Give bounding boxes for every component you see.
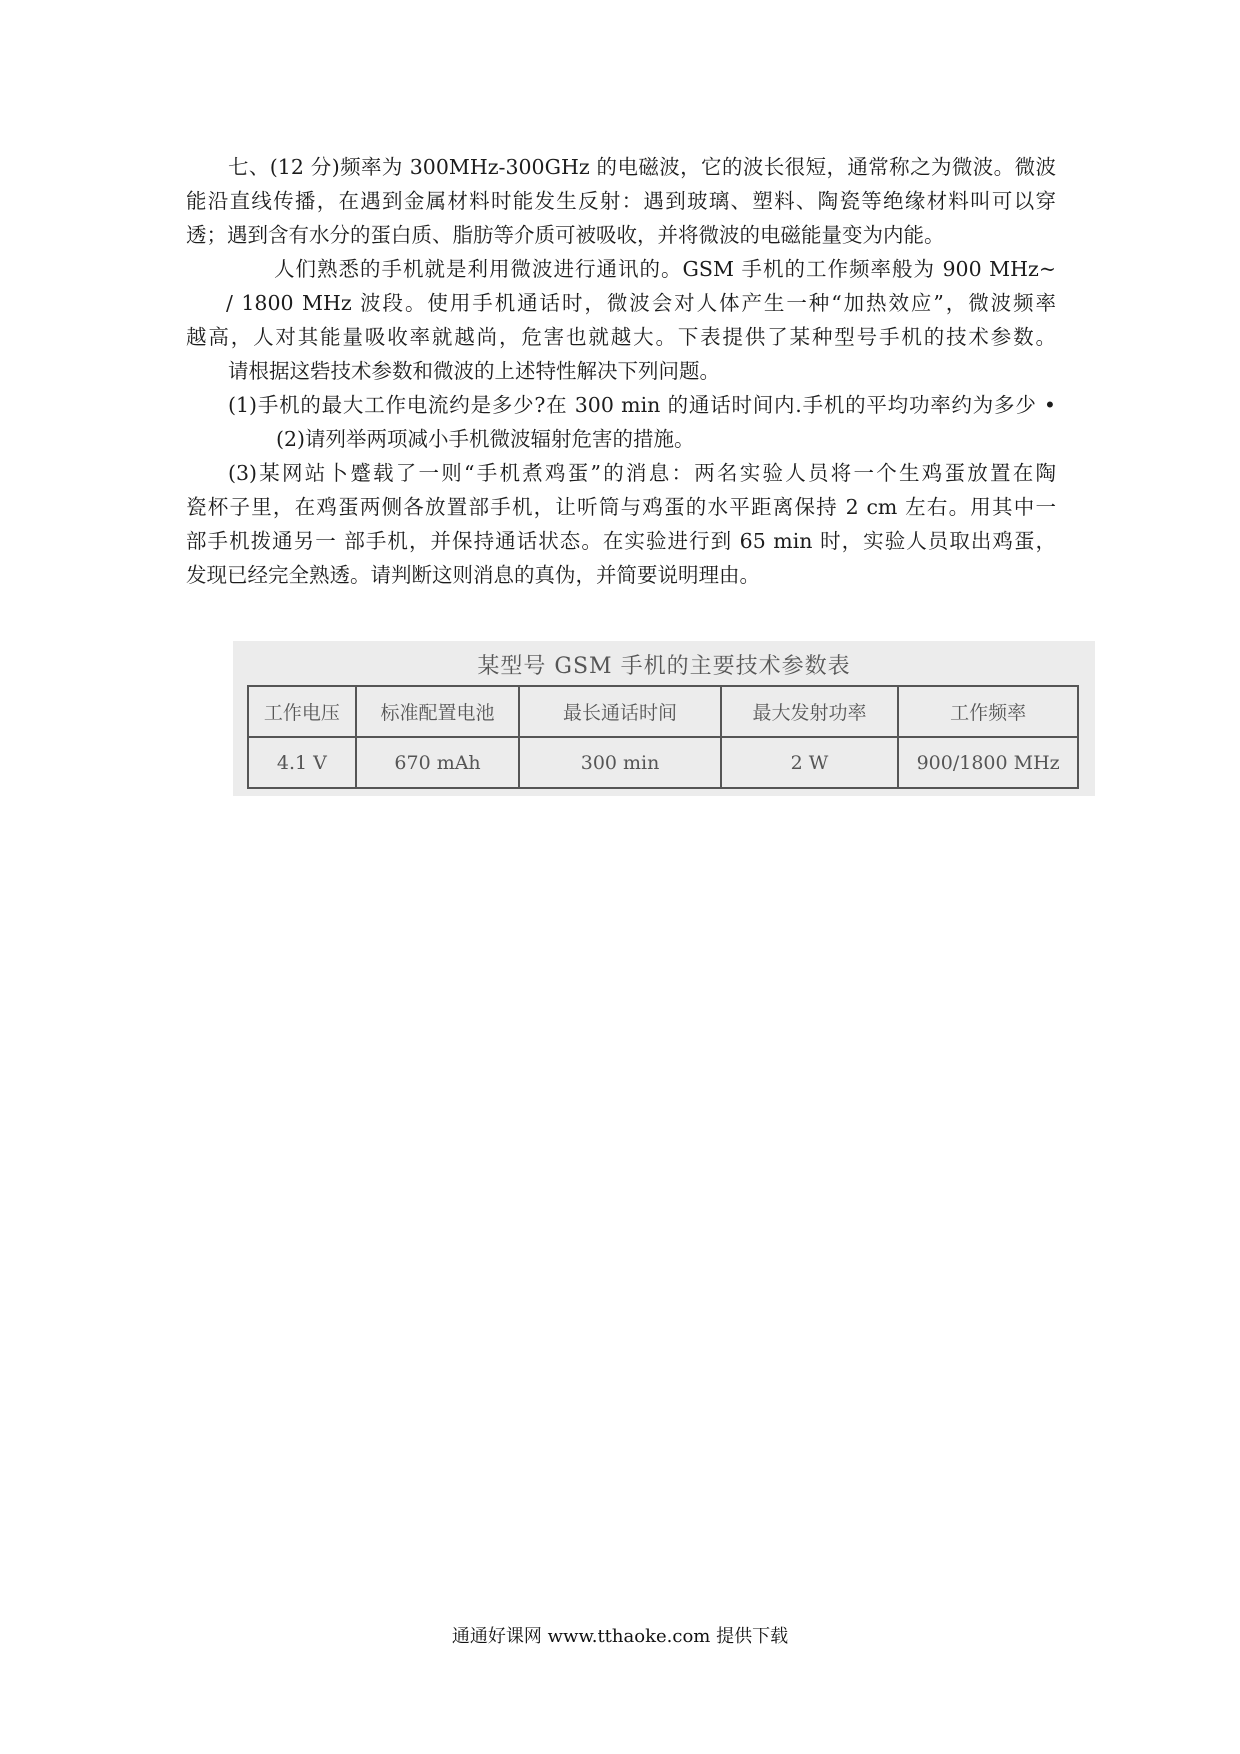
paragraph-line: 越高，人对其能量吸收率就越尚，危害也就越大。下表提供了某种型号手机的技术参数。 xyxy=(186,325,1056,349)
sub-question-3: (3)某网站卜蹙载了一则“手机煮鸡蛋”的消息：两名实验人员将一个生鸡蛋放置在陶 xyxy=(228,461,1056,485)
parameter-table-image xyxy=(233,641,1095,796)
table-row xyxy=(248,737,1078,788)
value-cell-max-power: 2 W xyxy=(721,737,898,788)
table-header-row xyxy=(248,686,1078,737)
paragraph-line: 七、(12 分)频率为 300MHz-300GHz 的电磁波，它的波长很短，通常称之为微波。微波 xyxy=(228,155,1056,179)
table-title: 某型号 GSM 手机的主要技术参数表 xyxy=(477,654,851,679)
paragraph-line: 瓷杯子里，在鸡蛋两侧各放置部手机，让听筒与鸡蛋的水平距离保持 2 cm 左右。用其中一 xyxy=(186,495,1056,519)
sub-question-2: (2)请列举两项减小手机微波辐射危害的措施。 xyxy=(276,427,695,451)
paragraph-line: 透；遇到含有水分的蛋白质、脂肪等介质可被吸收，并将微波的电磁能量变为内能。 xyxy=(186,223,945,247)
sub-question-1: (1)手机的最大工作电流约是多少?在 300 min 的通话时间内.手机的平均功率约为多少 • xyxy=(228,393,1056,417)
value-cell-frequency: 900/1800 MHz xyxy=(898,737,1078,788)
paragraph-line: 部手机拨通另一 部手机，并保持通话状态。在实验进行到 65 min 时，实验人员取出鸡蛋， xyxy=(186,529,1056,553)
question-text xyxy=(186,150,1056,592)
paragraph-line: 请根据这砦技术参数和微波的上述特性解决下列问题。 xyxy=(228,359,720,383)
paragraph-line: 能沿直线传播，在遇到金属材料时能发生反射：遇到玻璃、塑料、陶瓷等绝缘材料叫可以穿 xyxy=(186,189,1056,213)
paragraph-line: 人们熟悉的手机就是利用微波进行通讯的。GSM 手机的工作频率般为 900 MHz~ xyxy=(274,257,1056,281)
header-cell-talk-time: 最长通话时间 xyxy=(519,686,720,737)
paragraph-line: / 1800 MHz 波段。使用手机通话时，微波会对人体产生一种“加热效应”，微波频率 xyxy=(226,291,1056,315)
header-cell-voltage: 工作电压 xyxy=(248,686,356,737)
value-cell-talk-time: 300 min xyxy=(519,737,720,788)
header-cell-max-power: 最大发射功率 xyxy=(721,686,898,737)
header-cell-battery: 标准配置电池 xyxy=(356,686,520,737)
value-cell-voltage: 4.1 V xyxy=(248,737,356,788)
header-cell-frequency: 工作频率 xyxy=(898,686,1078,737)
parameter-table xyxy=(247,685,1079,789)
page-footer: 通通好课网 www.tthaoke.com 提供下载 xyxy=(451,1626,789,1647)
paragraph-line: 发现已经完全熟透。请判断这则消息的真伪，并简要说明理由。 xyxy=(186,563,760,587)
value-cell-battery: 670 mAh xyxy=(356,737,520,788)
